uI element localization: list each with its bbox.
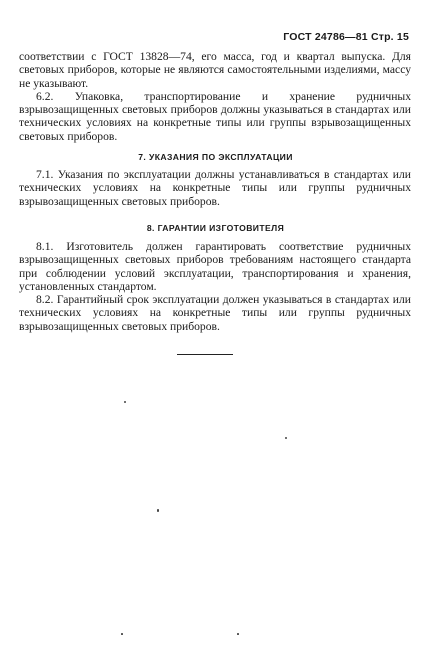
- paragraph-7-1: 7.1. Указания по эксплуатации должны устанавливаться в стандартах или технических условиях на конкретные типы или группы рудничных взрывозащищенных световых приборов.: [19, 168, 411, 208]
- paragraph-continuation: соответствии с ГОСТ 13828—74, его масса, год и квартал выпуска. Для световых приборов, которые не являются самостоятельными изделиями, массу не указывают.: [19, 50, 411, 90]
- scan-speck: [124, 401, 126, 403]
- section-7-title: 7. УКАЗАНИЯ ПО ЭКСПЛУАТАЦИИ: [138, 152, 293, 162]
- paragraph-8-1: 8.1. Изготовитель должен гарантировать соответствие рудничных взрывозащищенных световых приборов требованиям настоящего стандарта при соблюдении условий эксплуатации, транспортирования и хранения, установленных стандартом.: [19, 240, 411, 293]
- continuation-block: [19, 50, 411, 143]
- section-7-body: [19, 168, 411, 208]
- end-rule: [177, 354, 233, 355]
- scan-speck: [121, 633, 123, 635]
- paragraph-8-2: 8.2. Гарантийный срок эксплуатации должен указываться в стандартах или технических условиях на конкретные типы или группы рудничных взрывозащищенных световых приборов.: [19, 293, 411, 333]
- scan-speck: [285, 437, 287, 439]
- paragraph-6-2: 6.2. Упаковка, транспортирование и хранение рудничных взрывозащищенных световых приборов должны указываться в стандартах или технических условиях на конкретные типы или группы взрывозащищенных световых приборов.: [19, 89, 411, 143]
- page-header: ГОСТ 24786—81 Стр. 15: [283, 31, 409, 43]
- section-8-body: [19, 240, 411, 333]
- section-8-title: 8. ГАРАНТИИ ИЗГОТОВИТЕЛЯ: [146, 223, 285, 233]
- scan-speck: [157, 509, 159, 512]
- scan-speck: [237, 633, 239, 635]
